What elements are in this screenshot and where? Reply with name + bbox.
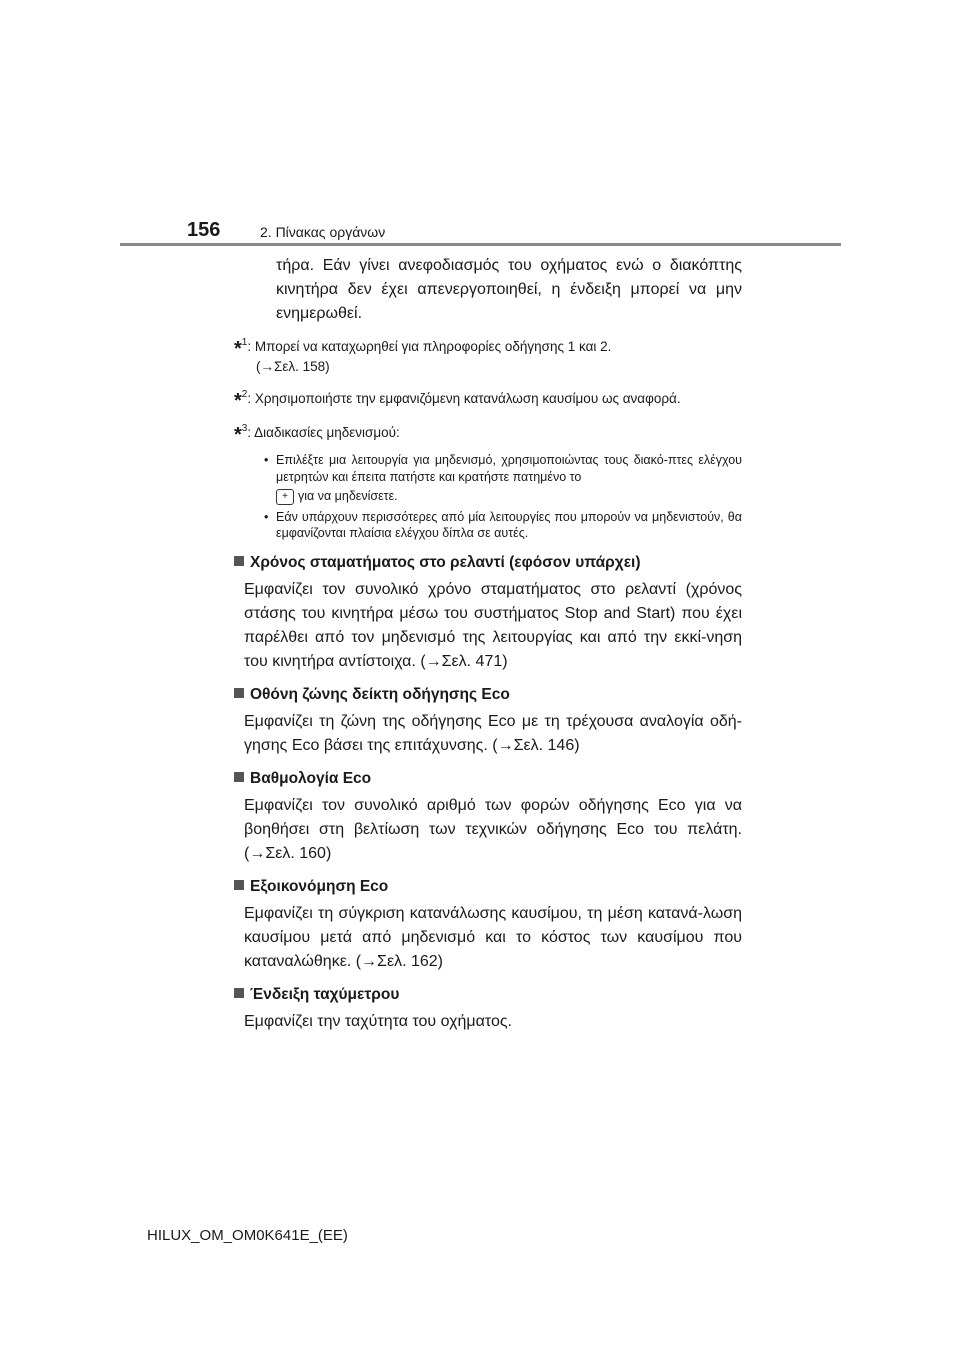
bullet-icon: •: [264, 453, 269, 467]
footnote-2: [234, 386, 742, 410]
square-bullet-icon: [234, 880, 244, 890]
section-heading: [224, 876, 742, 898]
section-idle-stop-time: [234, 552, 742, 674]
footnote-reference: (→Σελ. 158): [256, 359, 330, 374]
section-heading-text: Βαθμολογία Eco: [250, 769, 372, 787]
document-code-footer: HILUX_OM_OM0K641E_(EE): [147, 1227, 348, 1244]
footnote-number: 1: [241, 337, 248, 348]
footnote-asterisk: *: [234, 338, 242, 360]
section-heading-text: Οθόνη ζώνης δείκτη οδήγησης Eco: [250, 685, 510, 703]
list-item-text: Εάν υπάρχουν περισσότερες από μία λειτουργίες που μπορούν να μηδενιστούν, θα εμφανίζονται πλαίσια ελέγχου δίπλα σε αυτές.: [276, 509, 742, 541]
footnote-number: 2: [241, 389, 248, 400]
footnote-text: : Μπορεί να καταχωρηθεί για πληροφορίες οδήγησης 1 και 2.: [247, 339, 612, 354]
footnote-asterisk: *: [234, 390, 242, 412]
list-item-text-cont: για να μηδενίσετε.: [298, 489, 398, 503]
square-bullet-icon: [234, 772, 244, 782]
section-body: Εμφανίζει τη ζώνη της οδήγησης Eco με τη τρέχουσα αναλογία οδή-γησης Eco βάσει της επιτάχυνσης. (→Σελ. 146): [244, 712, 742, 754]
square-bullet-icon: [234, 556, 244, 566]
button-line: [276, 488, 742, 505]
footnote-text: : Χρησιμοποιήστε την εμφανιζόμενη κατανάλωση καυσίμου ως αναφορά.: [247, 391, 681, 406]
section-body: Εμφανίζει τη σύγκριση κατανάλωσης καυσίμου, τη μέση κατανά-λωση καυσίμου μετά από μηδενισμό και το κόστος των καυσίμου που καταναλώθηκε. (→Σελ. 162): [244, 904, 742, 970]
section-eco-zone-display: [234, 684, 742, 758]
page-number: 156: [187, 219, 221, 241]
square-bullet-icon: [234, 988, 244, 998]
list-item: [264, 452, 742, 505]
section-body: Εμφανίζει τον συνολικό αριθμό των φορών οδήγησης Eco για να βοηθήσει στη βελτίωση των τεχνικών οδήγησης Eco του πελάτη. (→Σελ. 160): [244, 796, 742, 862]
section-body: Εμφανίζει την ταχύτητα του οχήματος.: [244, 1012, 512, 1030]
section-body: Εμφανίζει τον συνολικό χρόνο σταματήματος στο ρελαντί (χρόνος στάσης του κινητήρα μέσω του συστήματος Stop and Start) που έχει παρέλθει από τον μηδενισμό της λειτουργίας και από την εκκί-νηση του κινητήρα αντίστοιχα. (→Σελ. 471): [244, 580, 742, 670]
page-content: [234, 254, 742, 1034]
section-eco-savings: [234, 876, 742, 974]
footnotes: [234, 334, 742, 542]
list-item: [264, 509, 742, 542]
square-bullet-icon: [234, 688, 244, 698]
section-heading: [224, 552, 742, 574]
header-rule: [120, 243, 841, 246]
footnote-text: : Διαδικασίες μηδενισμού:: [247, 425, 400, 440]
footnote-3: [234, 420, 742, 542]
footnote-number: 3: [241, 423, 248, 434]
section-heading-text: Χρόνος σταματήματος στο ρελαντί (εφόσον υπάρχει): [250, 553, 641, 571]
section-heading: [224, 768, 742, 790]
footnote-asterisk: *: [234, 424, 242, 446]
section-heading: [224, 684, 742, 706]
section-heading-text: Εξοικονόμηση Eco: [250, 877, 389, 895]
reset-procedure-list: [264, 452, 742, 542]
plus-switch-icon: +: [276, 489, 294, 505]
bullet-icon: •: [264, 509, 269, 524]
section-eco-score: [234, 768, 742, 866]
continuation-paragraph: τήρα. Εάν γίνει ανεφοδιασμός του οχήματος ενώ ο διακόπτης κινητήρα δεν έχει απενεργοποιηθεί, η ένδειξη μπορεί να μην ενημερωθεί.: [276, 257, 742, 322]
section-heading-text: Ένδειξη ταχύμετρου: [250, 985, 400, 1003]
section-heading: [224, 984, 742, 1006]
footnote-1: [234, 334, 742, 376]
section-speedometer-display: [234, 984, 742, 1034]
list-item-text: Επιλέξτε μια λειτουργία για μηδενισμό, χρησιμοποιώντας τους διακό-πτες ελέγχου μετρητών και έπειτα πατήστε και κρατήστε πατημένο το: [276, 453, 742, 484]
running-head: 2. Πίνακας οργάνων: [260, 224, 386, 240]
